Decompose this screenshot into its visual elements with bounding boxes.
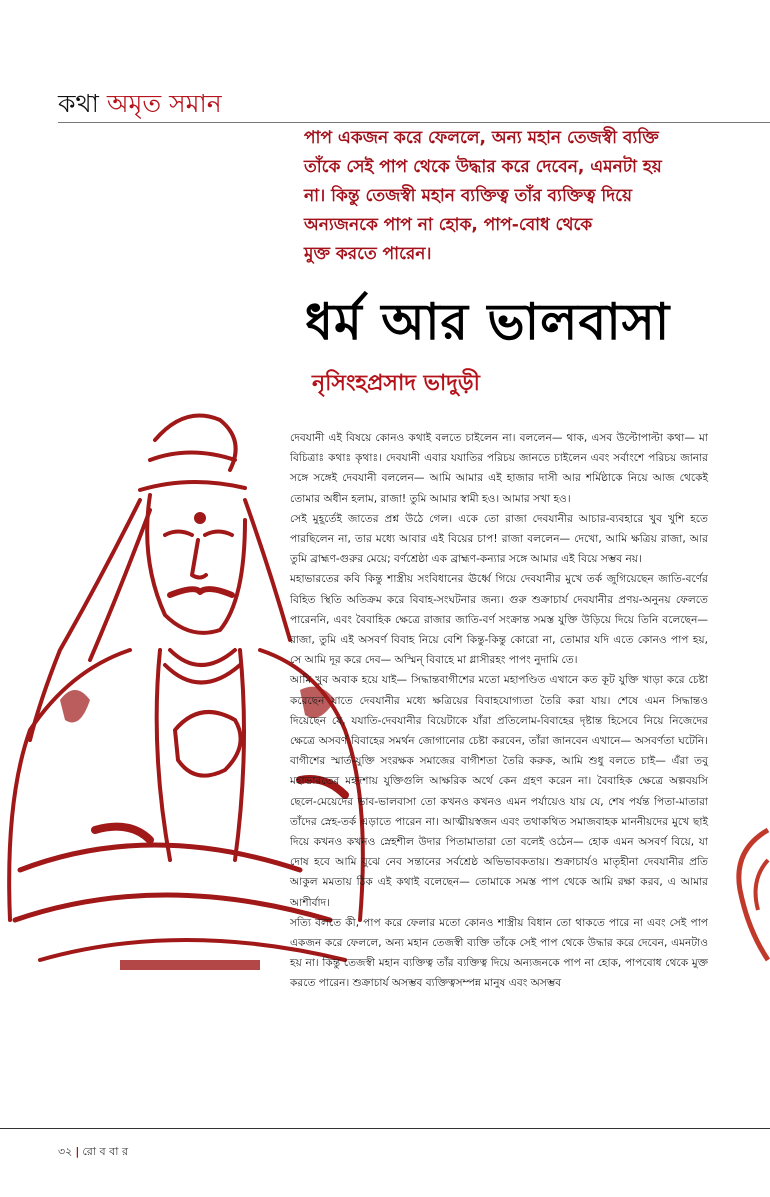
section-label xyxy=(58,84,222,127)
pull-quote xyxy=(304,124,744,269)
article-body xyxy=(290,428,708,994)
paragraph: সেই মুহূর্তেই জাতের প্রশ্ন উঠে গেল। একে তো রাজা দেবযানীর আচার-ব্যবহারে খুব খুশি হতে পারছিলেন না, তার মধ্যে আবার এই বিয়ের চাপ! রাজা বললেন— দেখো, আমি ক্ষত্রিয় রাজা, আর তুমি ব্রাহ্মণ-গুরুর মেয়ে; বর্ণশ্রেষ্ঠা এক ব্রাহ্মণ-কন্যার সঙ্গে আমার এই বিয়ে সম্ভব নয়। xyxy=(290,512,708,566)
paragraph: দেবযানী এই বিষয়ে কোনও কথাই বলতে চাইলেন না। বললেন— থাক, এসব উল্টোপাল্টা কথা— মা বিচিত্রাঃ কথাঃ কৃথাঃ। দেবযানী এবার যযাতির পরিচয় জানতে চাইলেন এবং সর্বাংশে পরিচয় জানার সঙ্গে সঙ্গেই দেবযানী বললেন— আমি আমার এই হাজার দাসী আর শর্মিষ্ঠাকে নিয়ে আজ থেকেই তোমার অধীন হলাম, রাজা! তুমি আমার স্বামী হও। আমার সখা হও। xyxy=(290,432,708,505)
pull-quote-line: পাপ একজন করে ফেললে, অন্য মহান তেজস্বী ব্যক্তি xyxy=(304,128,659,148)
paragraph: আমি খুব অবাক হয়ে যাই— সিদ্ধান্তবাগীশের মতো মহাপণ্ডিত এখানে কত কূট যুক্তি খাড়া করে চেষ্টা করেছেন যাতে দেবযানীর মধ্যে ক্ষত্রিয়ের বিবাহযোগ্যতা তৈরি করা যায়। শেষে এমন সিদ্ধান্তও দিয়েছেন যে, যযাতি-দেবযানীর বিয়েটাকে যাঁরা প্রতিলোম-বিবাহের দৃষ্টান্ত হিসেবে নিয়ে নিজেদের ক্ষেত্রে অসবর্ণ বিবাহের সমর্থন জোগানোর চেষ্টা করবেন, তাঁরা জানবেন এখানে— অসবর্ণতা ঘটেনি। বাগীশের স্মার্ত-যুক্তি সংরক্ষক সমাজের বাগীশতা তৈরি করুক, আমি শুধু বলতে চাই— এঁরা তবু মহাভারতের মহদশায় যুক্তিগুলি আক্ষরিক অর্থে কেন গ্রহণ করেন না। বৈবাহিক ক্ষেত্রে অল্পবয়সি ছেলে-মেয়েদের ভাব-ভালবাসা তো কখনও কখনও এমন পর্যায়েও যায় যে, শেষ পর্যন্ত পিতা-মাতারা তাঁদের স্নেহ-তর্ক এড়াতে পারেন না। আত্মীয়স্বজন এবং তথাকথিত সমাজবাহক মাননীয়দের মুখে ছাই দিয়ে কখনও কখনও স্নেহশীল উদার পিতামাতারা তো বলেই ওঠেন— হোক এমন অসবর্ণ বিয়ে, যা দোষ হবে আমি বুঝে নেব সন্তানের সর্বশ্রেষ্ঠ অভিভাবকতায়। শুক্রাচার্যও মাতৃহীনা দেবযানীর প্রতি আকুল মমতায় ঠিক এই কথাই বলেছেন— তোমাকে সমস্ত পাপ থেকে আমি রক্ষা করব, এ আমার আশীর্বাদ। xyxy=(290,674,708,909)
page-footer xyxy=(58,1143,128,1162)
pull-quote-line: না। কিন্তু তেজস্বী মহান ব্যক্তিত্ব তাঁর ব্যক্তিত্ব দিয়ে xyxy=(304,186,632,206)
footer-rule xyxy=(0,1128,770,1129)
section-divider xyxy=(58,122,770,123)
edge-decoration xyxy=(728,820,770,970)
author-byline: নৃসিংহপ্রসাদ ভাদুড়ী xyxy=(312,371,480,396)
pull-quote-line: তাঁকে সেই পাপ থেকে উদ্ধার করে দেবেন, এমনটা হয় xyxy=(304,157,662,177)
page-number: ৩২ xyxy=(58,1145,73,1158)
magazine-name: রো ব বা র xyxy=(82,1145,129,1158)
paragraph: মহাভারতের কবি কিন্তু শাস্ত্রীয় সংবিধানের ঊর্ধ্বে গিয়ে দেবযানীর মুখে তর্ক জুগিয়েছেন জাতি-বর্ণের বিহিত স্থিতি অতিক্রম করে বিবাহ-সংঘটনার জন্য। গুরু শুক্রাচার্য দেবযানীর প্রণয়-অনুনয় ফেলতে পারেননি, এবং বৈবাহিক ক্ষেত্রে রাজার জাতি-বর্ণ সংক্রান্ত সমস্ত যুক্তি উড়িয়ে দিয়ে তিনি বলেছেন— রাজা, তুমি এই অসবর্ণ বিবাহ নিয়ে বেশি কিন্তু-কিন্তু কোরো না, তোমার যদি এতে কোনও পাপ হয়, সে আমি দূর করে দেব— অস্মিন্ বিবাহে মা গ্লাসীরহং পাপং নুদামি তে। xyxy=(290,573,708,667)
footer-separator: | xyxy=(75,1145,80,1158)
section-label-word2: অমৃত সমান xyxy=(106,89,222,118)
section-label-word1: কথা xyxy=(58,89,99,118)
pull-quote-line: অন্যজনকে পাপ না হোক, পাপ-বোধ থেকে xyxy=(304,215,593,235)
article-title: ধর্ম আর ভালবাসা xyxy=(305,292,671,351)
paragraph: সত্যি বলতে কী, পাপ করে ফেলার মতো কোনও শাস্ত্রীয় বিধান তো থাকতে পারে না এবং সেই পাপ একজন করে ফেললে, অন্য মহান তেজস্বী ব্যক্তি তাঁকে সেই পাপ থেকে উদ্ধার করে দেবেন, এমনটাও হয় না। কিন্তু তেজস্বী মহান ব্যক্তিত্ব তাঁর ব্যক্তিত্ব দিয়ে অন্যজনকে পাপ না হোক, পাপবোধ থেকে মুক্ত করতে পারেন। শুক্রাচার্য অসম্ভব ব্যক্তিত্বসম্পন্ন মানুষ এবং অসম্ভব xyxy=(290,916,708,990)
pull-quote-line: মুক্ত করতে পারেন। xyxy=(304,244,432,264)
